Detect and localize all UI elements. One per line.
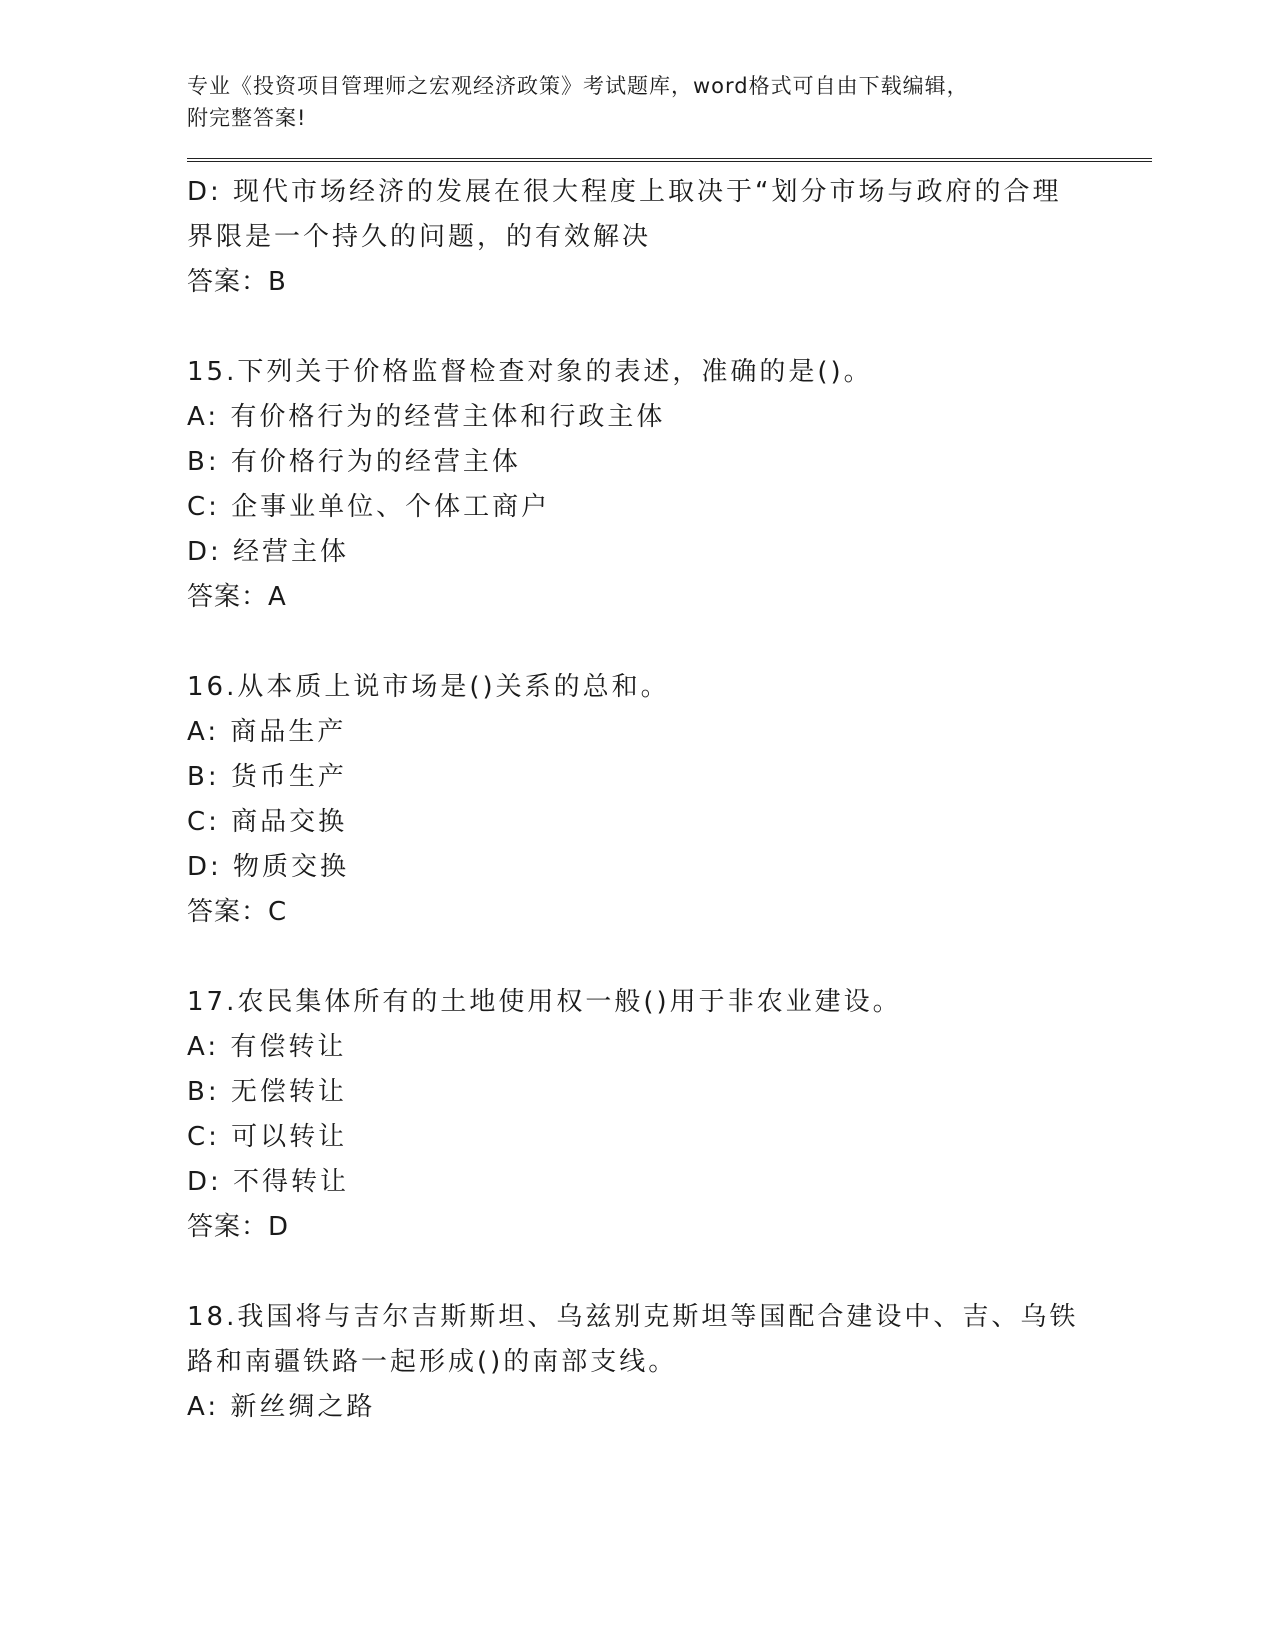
option-a: A: 有价格行为的经营主体和行政主体 xyxy=(187,402,666,432)
answer-line: 答案：D xyxy=(187,1212,290,1242)
option-c: C: 可以转让 xyxy=(187,1122,348,1152)
document-header xyxy=(187,70,1152,134)
option-c: C: 企事业单位、个体工商户 xyxy=(187,492,551,522)
question-stem-line-2: 路和南疆铁路一起形成()的南部支线。 xyxy=(187,1347,678,1377)
option-a: A: 有偿转让 xyxy=(187,1032,347,1062)
option-d-line-2: 界限是一个持久的问题，的有效解决 xyxy=(187,222,652,252)
spacer xyxy=(187,305,1152,350)
option-d-line-1: D: 现代市场经济的发展在很大程度上取决于“划分市场与政府的合理 xyxy=(187,177,1062,207)
question-list xyxy=(187,170,1152,1430)
option-d: D: 物质交换 xyxy=(187,852,350,882)
answer-line: 答案：A xyxy=(187,582,287,612)
question-17 xyxy=(187,980,1152,1250)
option-b: B: 无偿转让 xyxy=(187,1077,347,1107)
option-a: A: 新丝绸之路 xyxy=(187,1392,376,1422)
spacer xyxy=(187,935,1152,980)
option-d: D: 经营主体 xyxy=(187,537,350,567)
header-title-line-1: 专业《投资项目管理师之宏观经济政策》考试题库，word格式可自由下载编辑， xyxy=(187,74,969,98)
header-divider xyxy=(187,158,1152,162)
option-b: B: 有价格行为的经营主体 xyxy=(187,447,521,477)
question-stem: 17.农民集体所有的土地使用权一般()用于非农业建设。 xyxy=(187,987,902,1017)
spacer xyxy=(187,1250,1152,1295)
option-c: C: 商品交换 xyxy=(187,807,348,837)
question-stem: 15.下列关于价格监督检查对象的表述，准确的是()。 xyxy=(187,357,873,387)
document-page xyxy=(187,70,1152,1430)
question-15 xyxy=(187,350,1152,620)
spacer xyxy=(187,620,1152,665)
question-16 xyxy=(187,665,1152,935)
answer-line: 答案：C xyxy=(187,897,288,927)
option-b: B: 货币生产 xyxy=(187,762,347,792)
header-title-line-2: 附完整答案! xyxy=(187,106,307,130)
question-14-continuation xyxy=(187,170,1152,305)
question-stem: 16.从本质上说市场是()关系的总和。 xyxy=(187,672,670,702)
option-d: D: 不得转让 xyxy=(187,1167,350,1197)
answer-line: 答案：B xyxy=(187,267,287,297)
question-stem-line-1: 18.我国将与吉尔吉斯斯坦、乌兹别克斯坦等国配合建设中、吉、乌铁 xyxy=(187,1302,1079,1332)
question-18 xyxy=(187,1295,1152,1430)
option-a: A: 商品生产 xyxy=(187,717,347,747)
